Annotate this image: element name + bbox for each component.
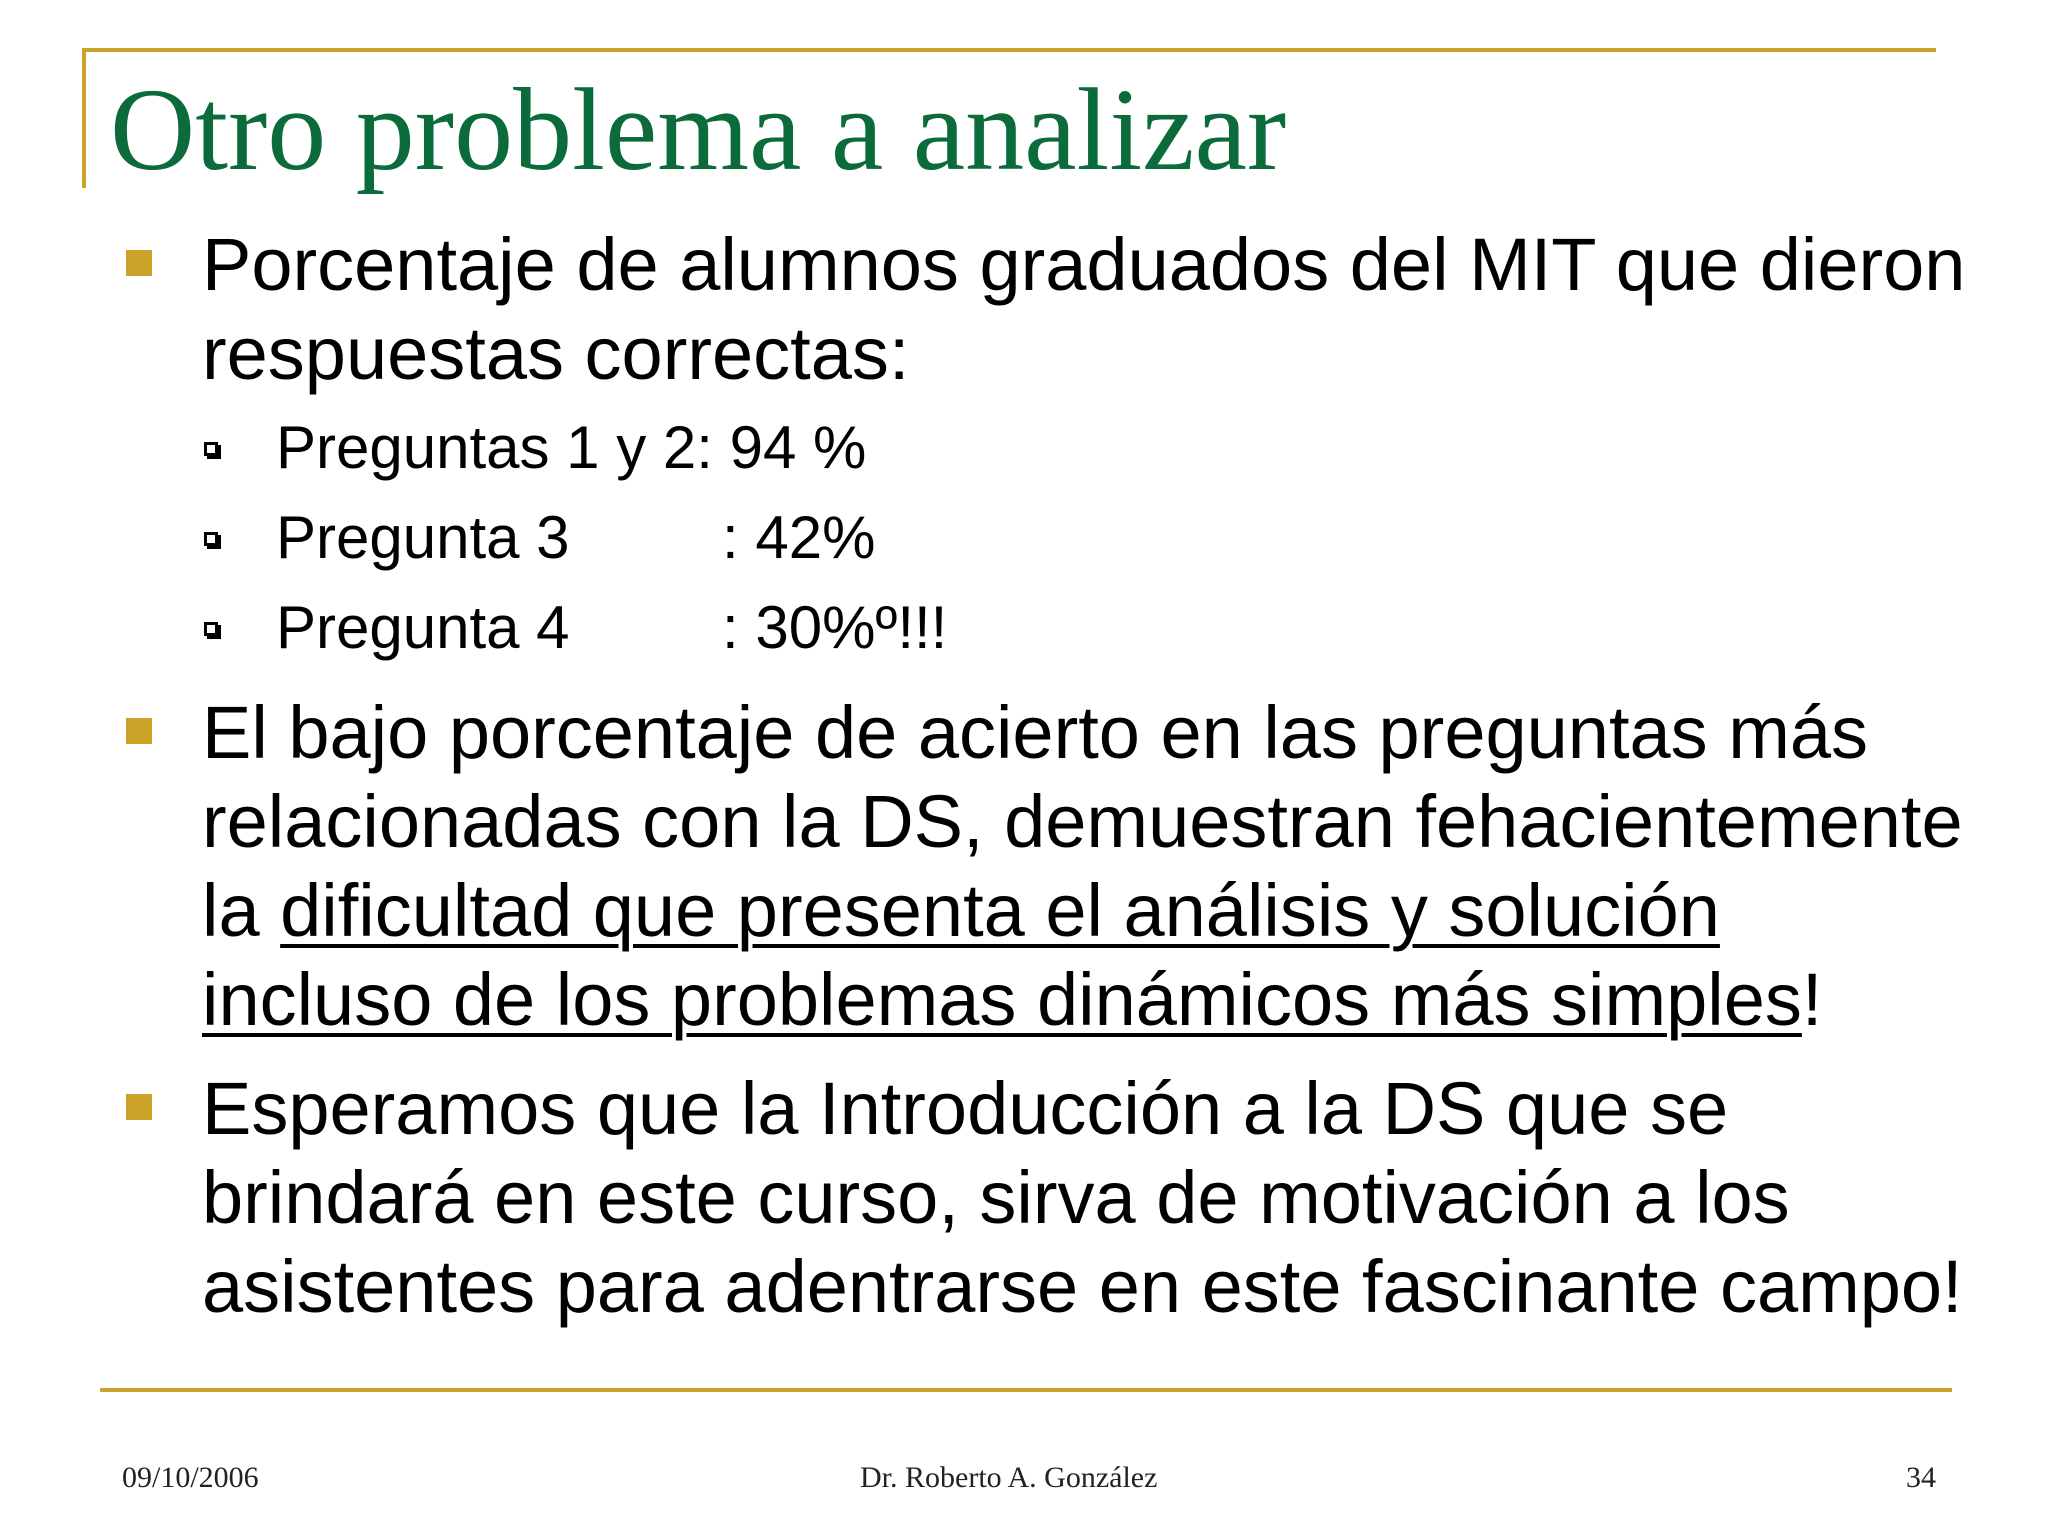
bullet-2-line-3 bbox=[202, 866, 2002, 955]
bullet-2-line-2: relacionadas con la DS, demuestran fehacientemente bbox=[202, 780, 1963, 863]
footer-date: 09/10/2006 bbox=[122, 1461, 259, 1494]
bullet-2-line-3-plain: la bbox=[202, 869, 281, 952]
bullet-3 bbox=[202, 1064, 2002, 1331]
slide-title: Otro problema a analizar bbox=[110, 64, 1287, 195]
title-frame-top-rule bbox=[82, 48, 1936, 52]
footer-author: Dr. Roberto A. González bbox=[860, 1461, 1158, 1494]
square-bullet-icon bbox=[126, 250, 152, 276]
sub-bullet-3-label: Pregunta 4 bbox=[276, 594, 570, 661]
bullet-2-line-4-plain: ! bbox=[1801, 958, 1823, 1041]
sub-bullet-3 bbox=[276, 592, 948, 664]
sub-bullet-3-value: : 30%º!!! bbox=[722, 594, 948, 661]
sub-bullet-1-label: Preguntas 1 y 2: 94 % bbox=[276, 414, 867, 481]
sub-bullet-2-value: : 42% bbox=[722, 504, 876, 571]
sub-bullet-2-label: Pregunta 3 bbox=[276, 504, 570, 571]
bullet-3-line-1: Esperamos que la Introducción a la DS que se bbox=[202, 1067, 1729, 1150]
square-bullet-icon bbox=[126, 718, 152, 744]
checkbox-bullet-icon bbox=[204, 622, 218, 636]
checkbox-bullet-icon bbox=[204, 442, 218, 456]
sub-bullet-1 bbox=[276, 412, 866, 484]
bullet-2-line-4-underlined: incluso de los problemas dinámicos más simples bbox=[202, 958, 1802, 1041]
bullet-1-line-1: Porcentaje de alumnos graduados del MIT que dieron bbox=[202, 223, 1966, 306]
footer-rule bbox=[100, 1388, 1952, 1392]
bullet-2-line-4 bbox=[202, 955, 2002, 1044]
bullet-2-line-3-underlined: dificultad que presenta el análisis y solución bbox=[280, 869, 1720, 952]
bullet-2-line-1: El bajo porcentaje de acierto en las preguntas más bbox=[202, 691, 1869, 774]
sub-bullet-2 bbox=[276, 502, 876, 574]
bullet-1-line-2: respuestas correctas: bbox=[202, 312, 910, 395]
bullet-3-line-3: asistentes para adentrarse en este fascinante campo! bbox=[202, 1245, 1963, 1328]
bullet-2 bbox=[202, 688, 2002, 1044]
square-bullet-icon bbox=[126, 1094, 152, 1120]
bullet-1 bbox=[202, 220, 2002, 398]
footer-page-number: 34 bbox=[1906, 1461, 1936, 1494]
bullet-3-line-2: brindará en este curso, sirva de motivación a los bbox=[202, 1156, 1790, 1239]
checkbox-bullet-icon bbox=[204, 532, 218, 546]
title-frame-left-rule bbox=[82, 48, 86, 188]
